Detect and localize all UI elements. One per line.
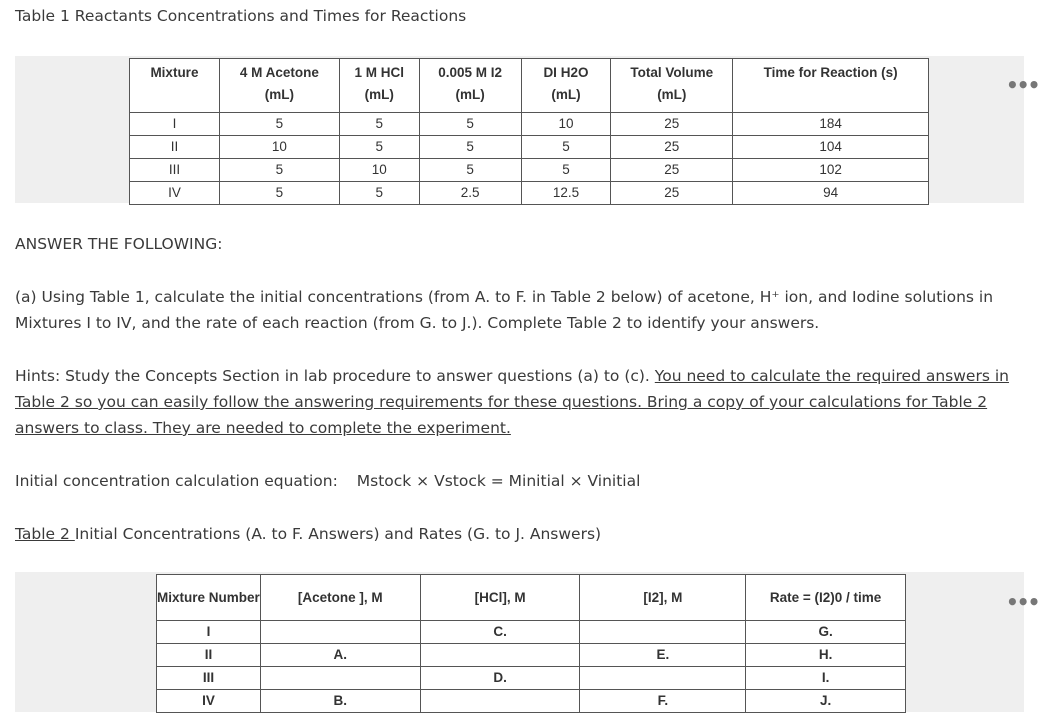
table2-header-row	[157, 575, 906, 621]
hints-underlined: You need to calculate the required answers in Table 2 so you can easily follow the answering requirements for these questions. Bring a copy of your calculations for Table 2 answers to class. They are needed to complete the experiment.	[15, 367, 1009, 437]
table-row	[130, 113, 929, 136]
table1-header-acetone: 4 M Acetone (mL)	[219, 59, 339, 113]
table-cell	[580, 621, 746, 644]
table-cell	[420, 690, 580, 713]
table-cell: 104	[733, 136, 929, 159]
table2-header-rate: Rate = (I2)0 / time	[746, 575, 906, 621]
table-cell: E.	[580, 644, 746, 667]
table-cell: 10	[339, 159, 419, 182]
table-cell: 5	[219, 159, 339, 182]
table-cell: 5	[521, 159, 611, 182]
table-cell	[580, 667, 746, 690]
table-row	[130, 136, 929, 159]
table-cell: G.	[746, 621, 906, 644]
table-row	[130, 159, 929, 182]
table-cell: C.	[420, 621, 580, 644]
table-cell: 5	[419, 136, 521, 159]
equation-label: Initial concentration calculation equation:	[15, 472, 338, 490]
equation-line	[15, 468, 1015, 494]
table-row	[157, 690, 906, 713]
table-row	[157, 644, 906, 667]
table-cell	[260, 621, 420, 644]
table-row	[157, 621, 906, 644]
table1-header-hcl: 1 M HCl (mL)	[339, 59, 419, 113]
table-cell	[260, 667, 420, 690]
table2-header-mixture: Mixture Number	[157, 575, 261, 621]
table-cell: 25	[611, 136, 733, 159]
table-cell: B.	[260, 690, 420, 713]
table-cell: 5	[339, 182, 419, 205]
table-row	[130, 182, 929, 205]
table-cell: II	[130, 136, 220, 159]
table1-caption: Table 1 Reactants Concentrations and Times for Reactions	[15, 7, 467, 25]
table-cell: 10	[521, 113, 611, 136]
table-cell: A.	[260, 644, 420, 667]
table-cell: IV	[157, 690, 261, 713]
table-cell: 25	[611, 159, 733, 182]
table-cell: I.	[746, 667, 906, 690]
table-cell: I	[157, 621, 261, 644]
table2-caption-label: Table 2	[15, 525, 75, 543]
table-cell: IV	[130, 182, 220, 205]
table-cell: D.	[420, 667, 580, 690]
table-cell: 10	[219, 136, 339, 159]
table1-header-iodine: 0.005 M I2 (mL)	[419, 59, 521, 113]
hints-lead: Hints: Study the Concepts Section in lab procedure to answer questions (a) to (c).	[15, 367, 655, 385]
table-cell: H.	[746, 644, 906, 667]
table-cell: 5	[521, 136, 611, 159]
table-cell: 102	[733, 159, 929, 182]
table1-header-water: DI H2O (mL)	[521, 59, 611, 113]
table-cell: 25	[611, 113, 733, 136]
table-cell: 5	[339, 113, 419, 136]
table-cell: 5	[219, 182, 339, 205]
table-cell: 12.5	[521, 182, 611, 205]
hints-paragraph	[15, 363, 1015, 441]
table-cell: 5	[419, 159, 521, 182]
table-cell: I	[130, 113, 220, 136]
question-a: (a) Using Table 1, calculate the initial concentrations (from A. to F. in Table 2 below) of acetone, H⁺ ion, and Iodine solutions in Mixtures I to IV, and the rate of each reaction (from G. to J.). Complete Table 2 to identify your answers.	[15, 288, 994, 332]
table-cell: 184	[733, 113, 929, 136]
table-row	[157, 667, 906, 690]
table2-caption	[15, 521, 1015, 547]
table2	[156, 574, 906, 713]
table2-header-hcl: [HCl], M	[420, 575, 580, 621]
table1-header-row	[130, 59, 929, 113]
table-cell: III	[130, 159, 220, 182]
table-cell: 94	[733, 182, 929, 205]
table-cell	[420, 644, 580, 667]
table-cell: 25	[611, 182, 733, 205]
table2-header-iodine: [I2], M	[580, 575, 746, 621]
table-cell: J.	[746, 690, 906, 713]
more-options-icon[interactable]: •••	[1006, 590, 1038, 614]
table-cell: 2.5	[419, 182, 521, 205]
table-cell: F.	[580, 690, 746, 713]
table1	[129, 58, 929, 205]
more-options-icon[interactable]: •••	[1006, 73, 1038, 97]
table-cell: 5	[219, 113, 339, 136]
equation-formula: Mstock × Vstock = Minitial × Vinitial	[356, 472, 641, 490]
table1-header-mixture: Mixture	[130, 59, 220, 113]
table-cell: III	[157, 667, 261, 690]
table1-header-total-volume: Total Volume (mL)	[611, 59, 733, 113]
table-cell: II	[157, 644, 261, 667]
table-cell: 5	[419, 113, 521, 136]
table2-header-acetone: [Acetone ], M	[260, 575, 420, 621]
table1-header-time: Time for Reaction (s)	[733, 59, 929, 113]
answer-heading: ANSWER THE FOLLOWING:	[15, 235, 223, 253]
table2-caption-text: Initial Concentrations (A. to F. Answers) and Rates (G. to J. Answers)	[74, 525, 602, 543]
table-cell: 5	[339, 136, 419, 159]
